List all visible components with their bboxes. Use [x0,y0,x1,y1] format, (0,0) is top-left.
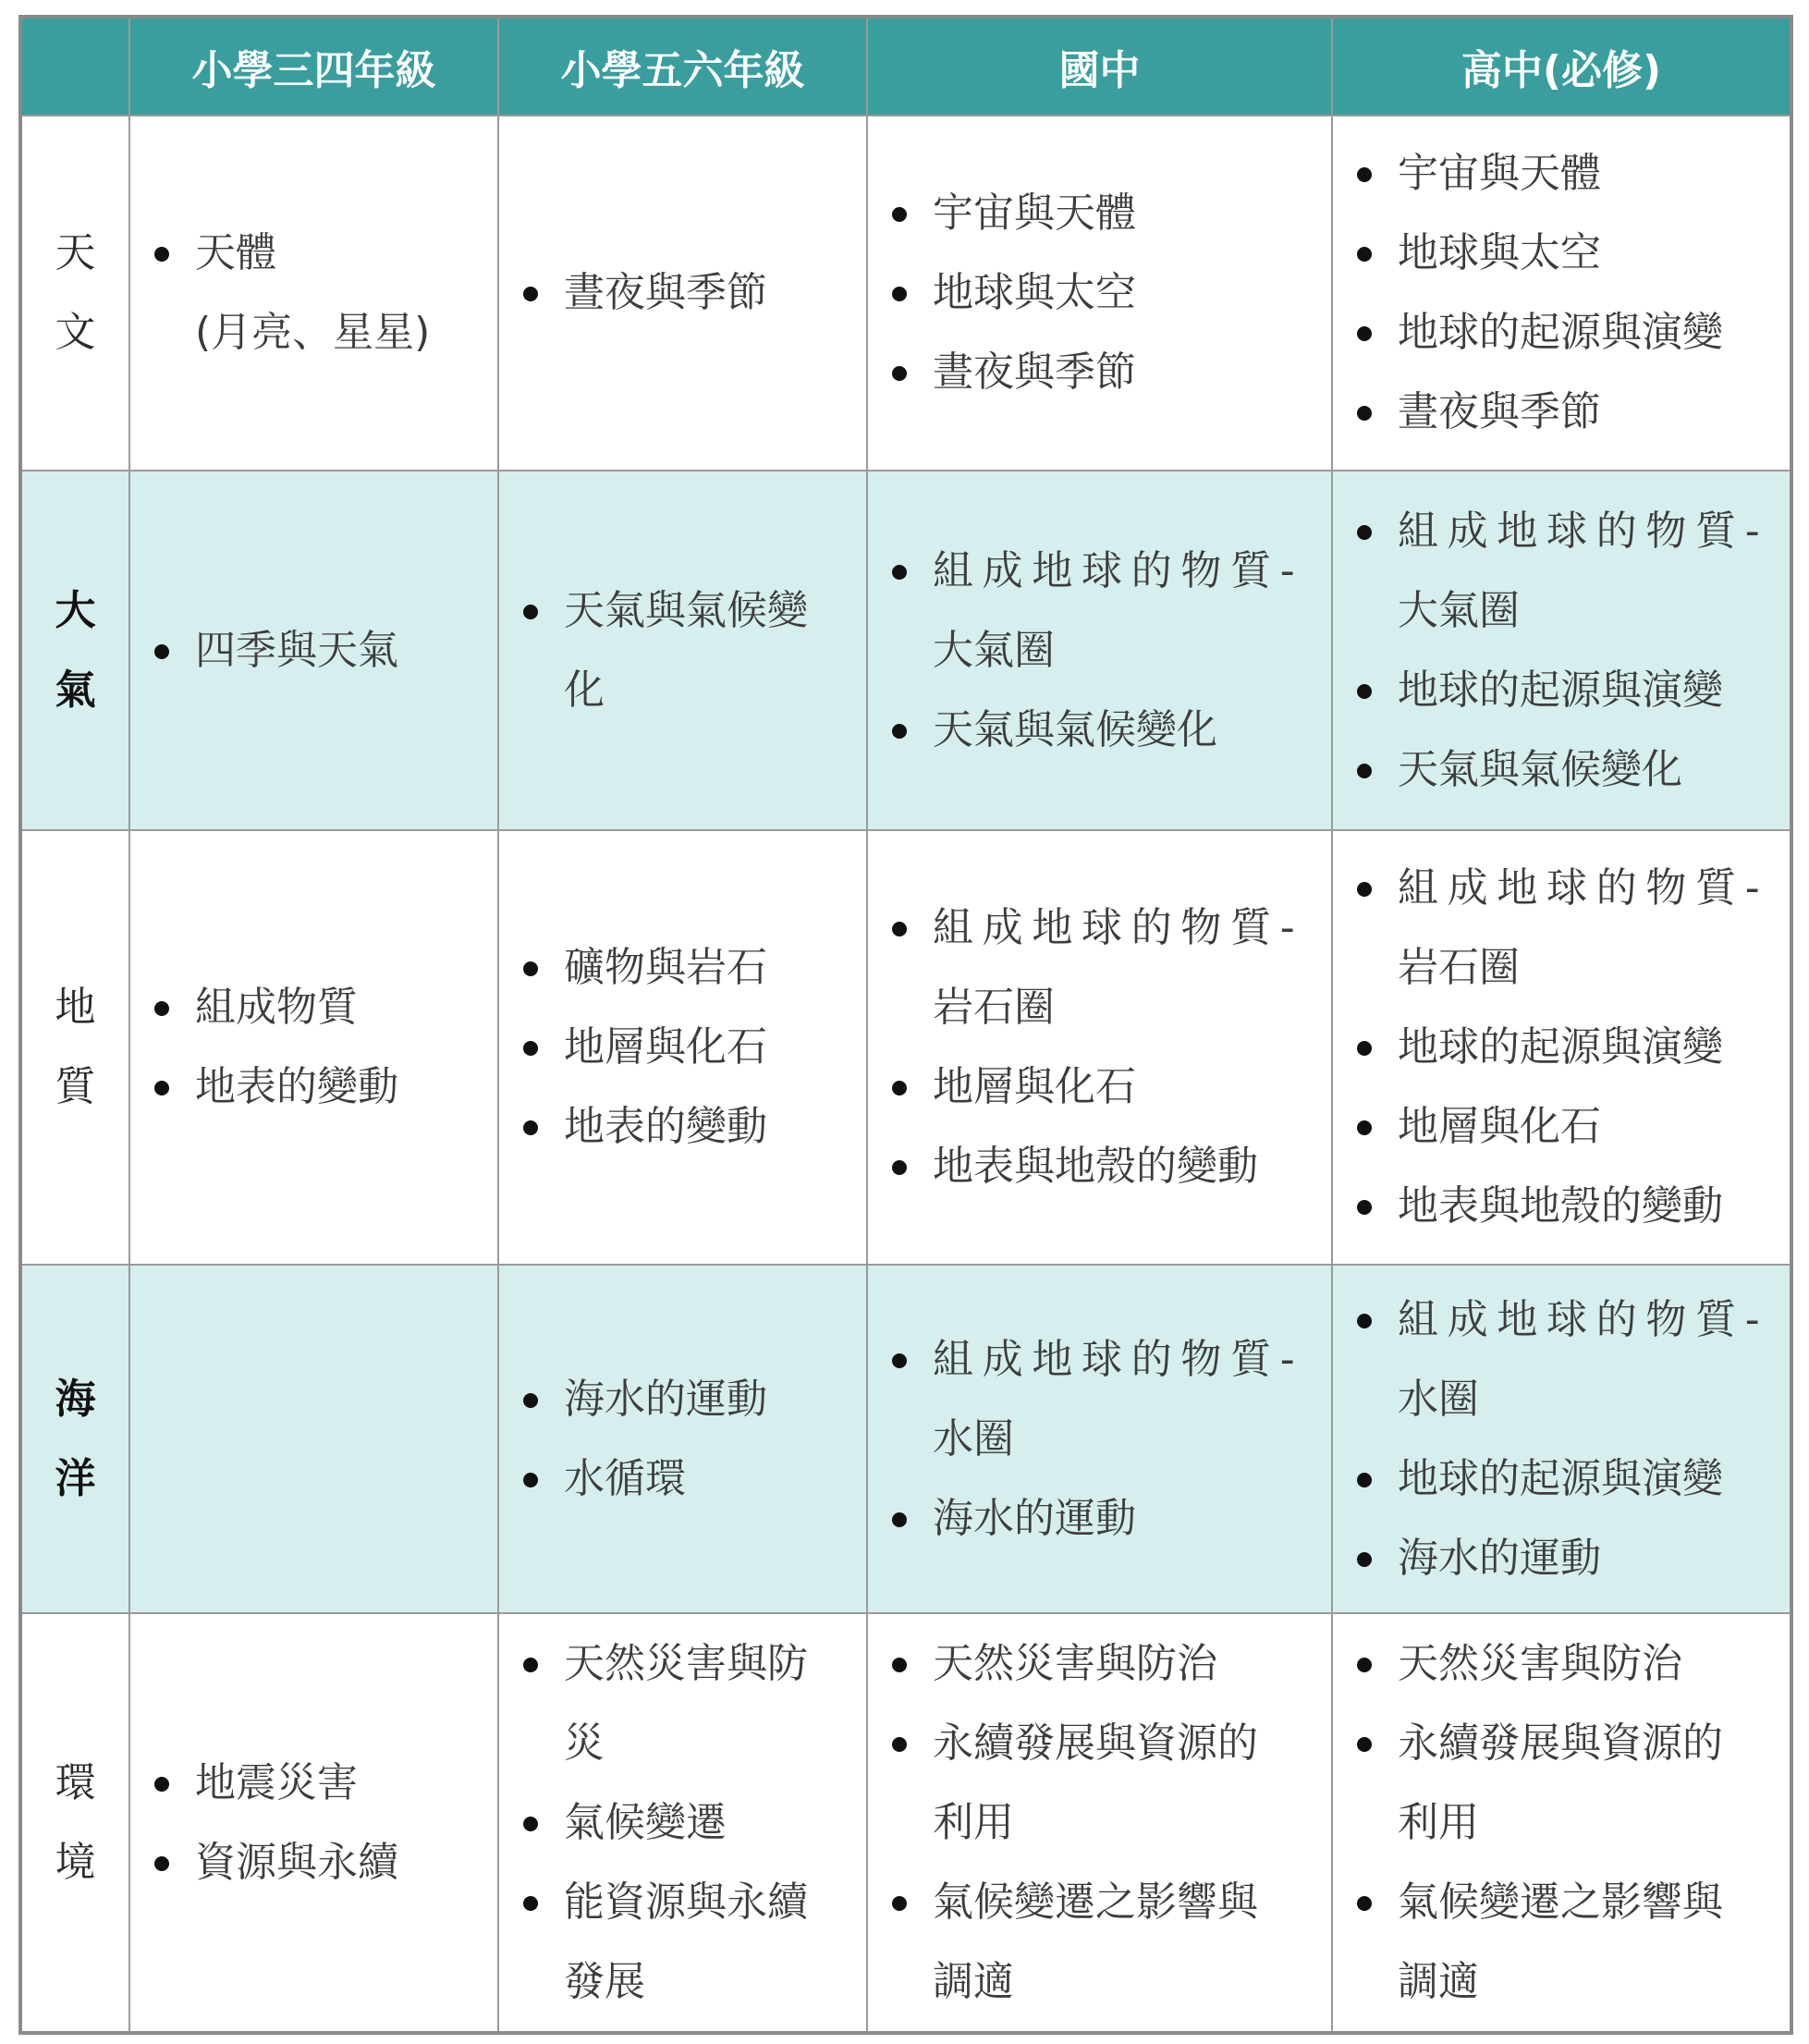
list-item-text: 岩石圈 [1398,944,1520,991]
list-item-text: 組成地球的物質- [1398,1295,1769,1343]
list-item [521,1863,857,2022]
table-cell [498,116,867,471]
bullet-list [499,253,866,333]
list-item [1355,1439,1780,1519]
table-cell [498,1265,867,1613]
row-header-atmosphere [20,471,129,830]
list-item [890,1047,1322,1127]
row-header-char: 洋 [55,1454,96,1502]
list-item-text: 災 [564,1719,605,1767]
list-item-text: 調適 [933,1957,1014,2005]
list-item [890,1704,1322,1863]
table-cell [867,471,1332,830]
list-item [1355,1863,1780,2022]
bullet-list [1333,134,1790,452]
table-cell [867,116,1332,471]
list-item [153,214,488,373]
list-item-text: 地球與太空 [1398,229,1601,276]
list-item [521,928,857,1008]
table-row-geology [20,830,1791,1265]
list-item [1355,849,1780,1008]
list-item [1355,1167,1780,1246]
list-item-text: 天然災害與防治 [933,1639,1217,1687]
list-item [521,1008,857,1087]
list-item-text: 調適 [1398,1957,1479,2005]
list-item-text: 地層與化石 [1398,1103,1601,1150]
list-item [521,1439,857,1519]
list-item-text: 礦物與岩石 [564,944,767,991]
bullet-list [868,1624,1331,2022]
list-item-text: 資源與永續 [195,1838,398,1886]
list-item-text: 晝夜與季節 [933,349,1136,396]
table-cell [129,1613,498,2033]
table-row-atmosphere [20,471,1791,830]
bullet-list [1333,1624,1790,2022]
list-item-text: 組成地球的物質- [1398,507,1769,555]
list-item-text: 地球與太空 [933,269,1136,316]
list-item [890,888,1322,1047]
list-item-text: 化 [564,666,605,714]
list-item [1355,730,1780,810]
list-item [890,253,1322,333]
list-item-text: 組成地球的物質- [933,546,1304,594]
list-item-text: 地球的起源與演變 [1398,666,1723,714]
bullet-list [1333,492,1790,810]
list-item-text: 晝夜與季節 [1398,388,1601,435]
list-item [521,1087,857,1167]
table-cell [498,471,867,830]
list-item [153,1744,488,1823]
list-item [1355,134,1780,214]
list-item-text: 地層與化石 [564,1023,767,1071]
table-container [18,15,1793,2035]
list-item-text: 地表的變動 [195,1063,398,1110]
list-item-text: 天氣與氣候變化 [933,705,1217,753]
row-header-char: 文 [55,309,96,356]
row-header-geology [20,830,129,1265]
list-item-text: 宇宙與天體 [1398,150,1601,197]
bullet-list [499,1624,866,2022]
row-header-char: 大 [55,586,96,634]
table-cell [867,1613,1332,2033]
list-item [1355,373,1780,452]
list-item-text: 利用 [1398,1798,1479,1846]
list-item-text: 宇宙與天體 [933,190,1136,237]
header-senior-high: 高中(必修) [1332,17,1791,116]
row-header-char: 環 [55,1758,96,1806]
table-row-environment [20,1613,1791,2033]
bullet-list [499,571,866,730]
list-item-text: 大氣圈 [933,626,1055,674]
list-item-text: 組成物質 [195,984,358,1031]
list-item [1355,1519,1780,1598]
list-item-text: 天氣與氣候變化 [1398,745,1682,793]
table-cell [1332,1613,1791,2033]
list-item [1355,651,1780,730]
table-cell [1332,1265,1791,1613]
bullet-list [499,928,866,1167]
list-item [890,532,1322,691]
row-header-char: 氣 [55,666,96,714]
header-grade-5-6: 小學五六年級 [498,17,867,116]
list-item [1355,1008,1780,1087]
row-header-char: 地 [55,984,96,1031]
table-cell [1332,471,1791,830]
list-item-text: 地層與化石 [933,1063,1136,1110]
list-item-text: 大氣圈 [1398,586,1520,634]
list-item [1355,1704,1780,1863]
bullet-list [1333,1280,1790,1598]
table-cell [498,1613,867,2033]
bullet-list [130,968,497,1127]
list-item [890,333,1322,412]
bullet-list [868,174,1331,412]
list-item-text: 水圈 [933,1414,1014,1463]
list-item-text: 永續發展與資源的 [933,1719,1258,1767]
table-cell [1332,116,1791,471]
bullet-list [868,1320,1331,1559]
list-item [890,1479,1322,1559]
list-item-text: 氣候變遷之影響與 [1398,1878,1723,1926]
list-item-text: 地表與地殼的變動 [1398,1182,1723,1230]
list-item-text: 水循環 [564,1454,686,1502]
list-item-text: 組成地球的物質- [933,904,1304,951]
list-item [153,1823,488,1903]
table-row-astronomy [20,116,1791,471]
row-header-char: 天 [55,229,96,276]
list-item-text: 地震災害 [195,1758,358,1806]
list-item [1355,1280,1780,1439]
list-item [890,1863,1322,2022]
list-item-text: 海水的運動 [933,1494,1136,1542]
list-item-text: 四季與天氣 [195,626,398,674]
list-item-text: 海水的運動 [1398,1534,1601,1582]
header-corner [20,17,129,116]
list-item-text: 地球的起源與演變 [1398,1454,1723,1502]
list-item [890,1127,1322,1206]
list-item-text: 天氣與氣候變 [564,586,808,634]
table-cell [129,1265,498,1613]
list-item [890,691,1322,770]
list-item-text: 海水的運動 [564,1375,767,1423]
row-header-environment [20,1613,129,2033]
table-cell [129,116,498,471]
header-grade-3-4: 小學三四年級 [129,17,498,116]
list-item [153,968,488,1047]
list-item [521,253,857,333]
row-header-astronomy [20,116,129,471]
list-item-text: 組成地球的物質- [933,1335,1304,1383]
list-item-text: 利用 [933,1798,1014,1846]
table-cell [498,830,867,1265]
list-item [890,174,1322,253]
row-header-char: 境 [55,1838,96,1886]
list-item-text: 水圈 [1398,1375,1479,1423]
list-item-text: 氣候變遷之影響與 [933,1878,1258,1926]
list-item [521,1624,857,1783]
list-item-text: 天體 [195,229,276,276]
bullet-list [868,888,1331,1206]
table-row-ocean [20,1265,1791,1613]
list-item-text: 永續發展與資源的 [1398,1719,1723,1767]
bullet-list [1333,849,1790,1246]
list-item [153,611,488,691]
table-cell [867,1265,1332,1613]
row-header-char: 海 [55,1375,96,1423]
list-item [1355,214,1780,293]
list-item-text: 能資源與永續 [564,1878,808,1926]
bullet-list [130,1744,497,1903]
list-item-text: 氣候變遷 [564,1798,727,1846]
list-item-text: (月亮、星星) [195,309,431,356]
bullet-list [130,214,497,373]
table-cell [129,830,498,1265]
list-item [521,571,857,730]
list-item-text: 地球的起源與演變 [1398,1023,1723,1071]
row-header-char: 質 [55,1063,96,1110]
list-item-text: 岩石圈 [933,984,1055,1031]
list-item-text: 發展 [564,1957,645,2005]
list-item [521,1360,857,1439]
table-cell [129,471,498,830]
list-item-text: 組成地球的物質- [1398,864,1769,912]
list-item-text: 地球的起源與演變 [1398,309,1723,356]
list-item [1355,492,1780,651]
list-item [890,1624,1322,1704]
bullet-list [499,1360,866,1519]
bullet-list [130,611,497,691]
list-item [153,1047,488,1127]
list-item-text: 天然災害與防 [564,1639,808,1687]
list-item [521,1783,857,1863]
list-item [890,1320,1322,1479]
list-item [1355,1087,1780,1167]
list-item [1355,1624,1780,1704]
list-item-text: 天然災害與防治 [1398,1639,1682,1687]
list-item [1355,293,1780,373]
table-cell [1332,830,1791,1265]
bullet-list [868,532,1331,770]
curriculum-table [18,15,1793,2035]
list-item-text: 晝夜與季節 [564,269,767,316]
table-cell [867,830,1332,1265]
header-junior-high: 國中 [867,17,1332,116]
list-item-text: 地表的變動 [564,1103,767,1150]
header-row [20,17,1791,116]
list-item-text: 地表與地殼的變動 [933,1143,1258,1190]
row-header-ocean [20,1265,129,1613]
